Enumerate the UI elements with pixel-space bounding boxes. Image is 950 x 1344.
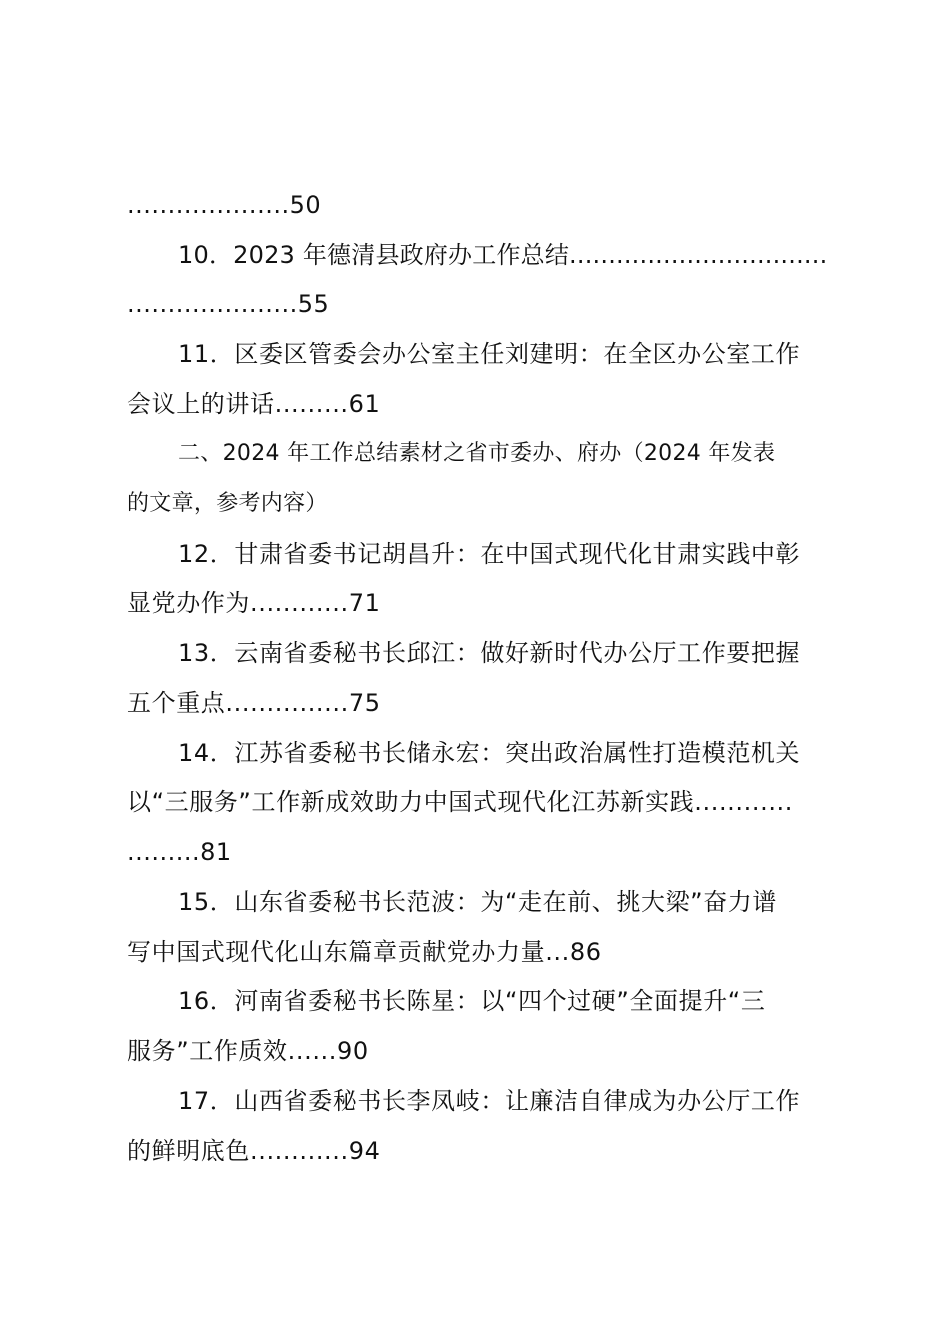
toc-entry-17: 17．山西省委秘书长李凤岐：让廉洁自律成为办公厅工作 [178,1087,801,1115]
toc-entry-13-cont: 五个重点...............75 [127,689,381,717]
toc-entry-11-cont: 会议上的讲话.........61 [127,390,381,418]
toc-entry-14-page: .........81 [127,838,232,866]
toc-entry-16: 16．河南省委秘书长陈星：以“四个过硬”全面提升“三 [178,987,766,1015]
section-heading-2-cont: 的文章，参考内容） [127,491,328,516]
toc-entry-12-cont: 显党办作为............71 [127,589,381,617]
toc-entry-15-cont: 写中国式现代化山东篇章贡献党办力量...86 [127,938,602,966]
toc-entry-14-cont: 以“三服务”工作新成效助力中国式现代化江苏新实践............ [127,788,794,816]
toc-entry-17-cont: 的鲜明底色............94 [127,1137,381,1165]
toc-entry-12: 12．甘肃省委书记胡昌升：在中国式现代化甘肃实践中彰 [178,540,801,568]
toc-entry-16-cont: 服务”工作质效......90 [127,1037,369,1065]
toc-entry-14: 14．江苏省委秘书长储永宏：突出政治属性打造模范机关 [178,739,801,767]
toc-continuation-50: ....................50 [127,191,322,219]
toc-entry-11: 11．区委区管委会办公室主任刘建明：在全区办公室工作 [178,340,801,368]
section-heading-2: 二、2024 年工作总结素材之省市委办、府办（2024 年发表 [178,441,776,466]
toc-entry-10: 10．2023 年德清县政府办工作总结................................. [178,241,828,269]
toc-entry-13: 13．云南省委秘书长邱江：做好新时代办公厅工作要把握 [178,639,801,667]
toc-continuation-55: .....................55 [127,290,330,318]
toc-entry-15: 15．山东省委秘书长范波：为“走在前、挑大梁”奋力谱 [178,888,778,916]
